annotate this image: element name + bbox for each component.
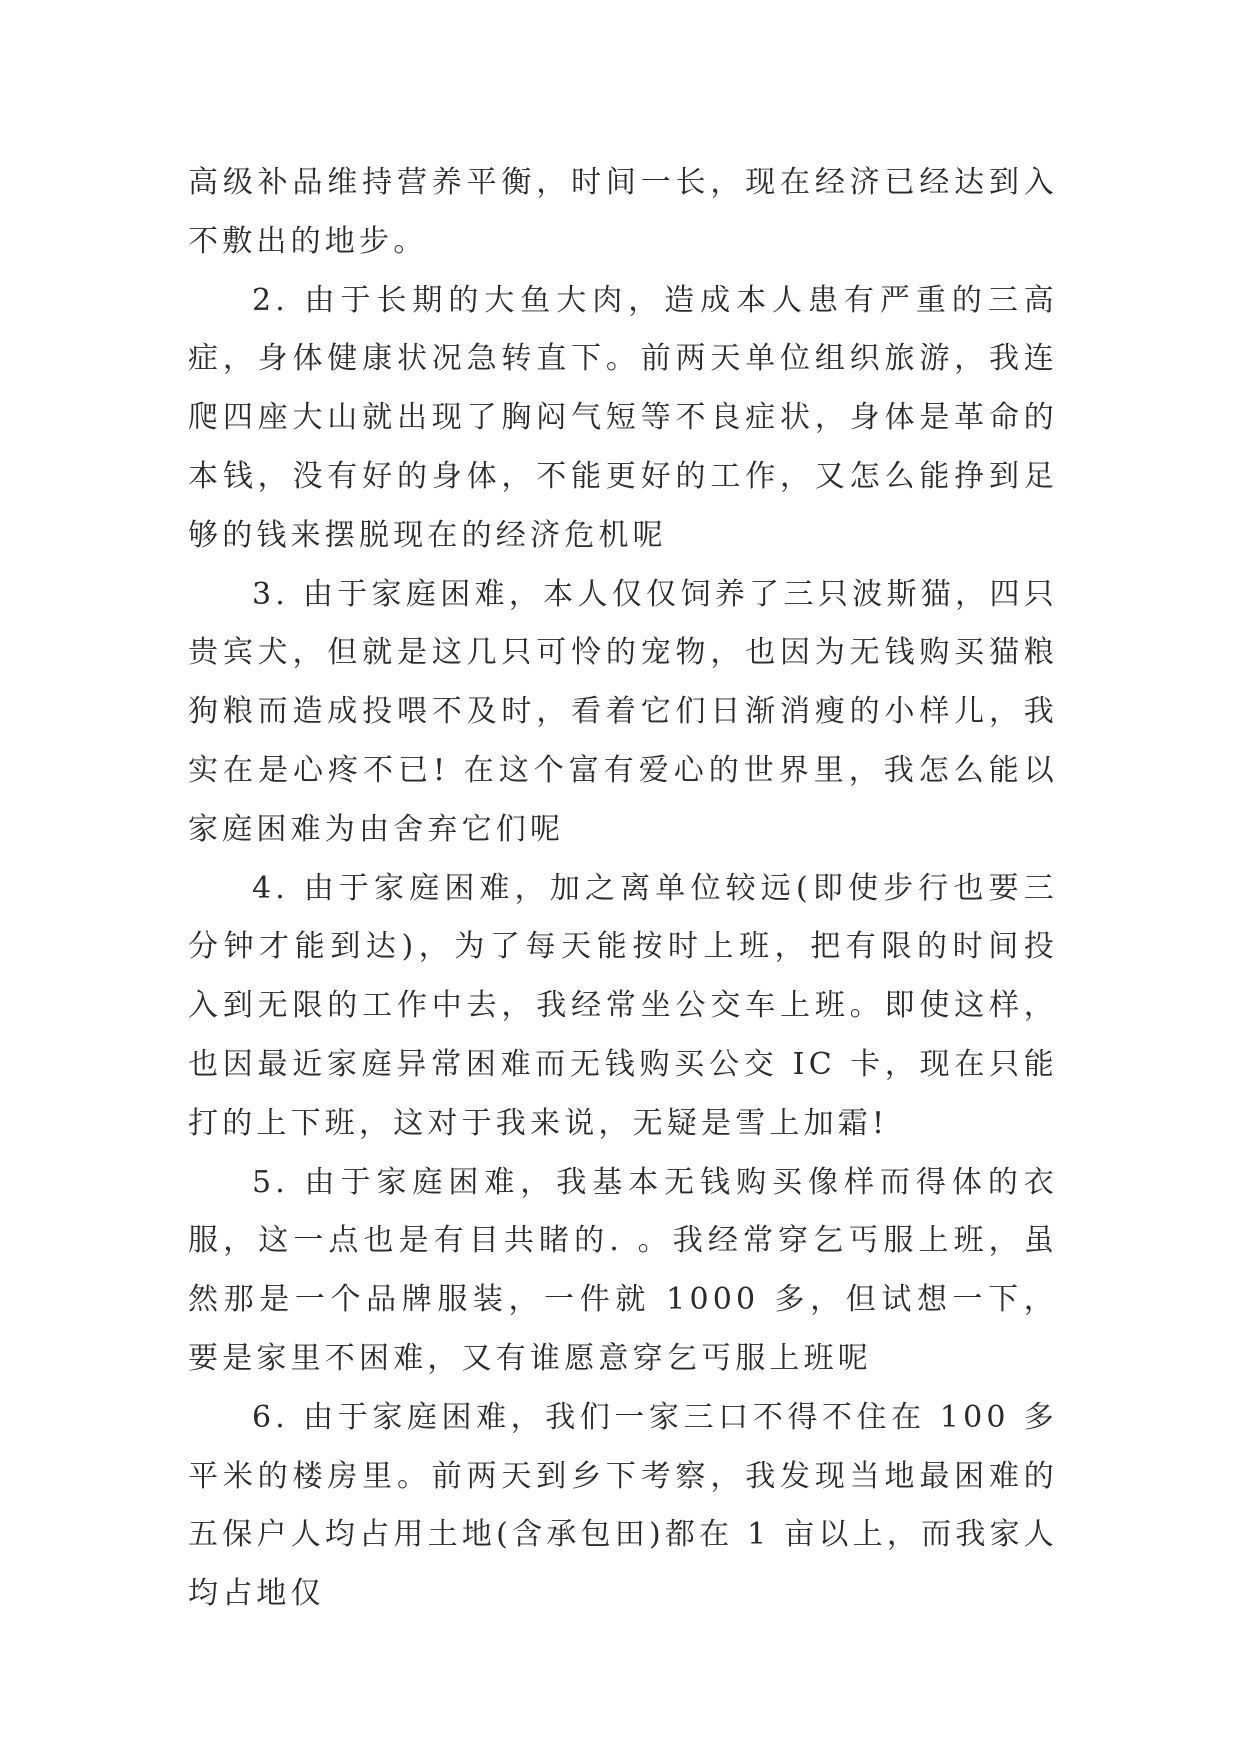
paragraph-item-2: 2. 由于长期的大鱼大肉，造成本人患有严重的三高症，身体健康状况急转直下。前两天单位组织旅游，我连爬四座大山就出现了胸闷气短等不良症状，身体是革命的本钱，没有好的身体，不能更好的工作，又怎么能挣到足够的钱来摆脱现在的经济危机呢 bbox=[188, 282, 1058, 553]
paragraph-item-6: 6. 由于家庭困难，我们一家三口不得不住在 100 多平米的楼房里。前两天到乡下考察，我发现当地最困难的五保户人均占用土地(含承包田)都在 1 亩以上，而我家人均占地仅 bbox=[188, 1399, 1058, 1612]
paragraph-item-3: 3. 由于家庭困难，本人仅仅饲养了三只波斯猫，四只贵宾犬，但就是这几只可怜的宠物，也因为无钱购买猫粮狗粮而造成投喂不及时，看着它们日渐消瘦的小样儿，我实在是心疼不已! 在这个富有爱心的世界里，我怎么能以家庭困难为由舍弃它们呢 bbox=[188, 576, 1058, 847]
paragraph-item-4: 4. 由于家庭困难，加之离单位较远(即使步行也要三分钟才能到达)，为了每天能按时上班，把有限的时间投入到无限的工作中去，我经常坐公交车上班。即使这样，也因最近家庭异常困难而无钱购买公交 IC 卡，现在只能打的上下班，这对于我来说，无疑是雪上加霜! bbox=[188, 870, 1058, 1141]
paragraph-item-5: 5. 由于家庭困难，我基本无钱购买像样而得体的衣服，这一点也是有目共睹的. 。我经常穿乞丐服上班，虽然那是一个品牌服装，一件就 1000 多，但试想一下，要是家里不困难，又有谁愿意穿乞丐服上班呢 bbox=[188, 1164, 1058, 1376]
document-body bbox=[188, 154, 1058, 1624]
paragraph-continuation: 高级补品维持营养平衡，时间一长，现在经济已经达到入不敷出的地步。 bbox=[188, 165, 1058, 259]
